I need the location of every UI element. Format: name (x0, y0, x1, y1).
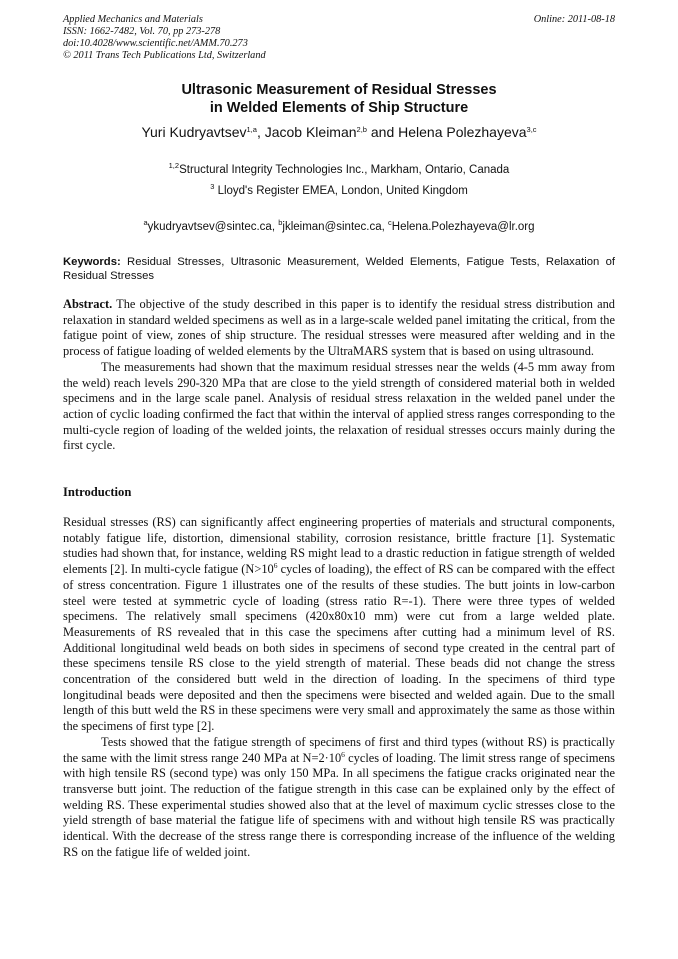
abstract-paragraph-2: The measurements had shown that the maximum residual stresses near the welds (4-5 mm away from the weld) reach levels 290-320 MPa that are close to the yield strength of considered material both in welded specimens and in the large scale panel. Analysis of residual stress relaxation in the welded panel under the action of cyclic loading confirmed the fact that within the interval of applied stress ranges corresponding to the multi-cycle region of loading of the welded joints, the relaxation of residual stresses occurs mainly during the first cycle. (63, 359, 615, 453)
abstract-text: The objective of the study described in this paper is to identify the residual stress distribution and relaxation in standard welded specimens as well as in a large-scale welded panel imitating the critical, from the fatigue point of view, zones of ship structure. The residual stresses were measured after welding and in the process of fatigue loading of welded elements by the UltraMARS system that is based on using ultrasound. (63, 297, 615, 359)
email-sup: c (388, 218, 392, 227)
paragraph-text: cycles of loading. The limit stress range of specimens with high tensile RS (second type) was only 150 MPa. In all specimens the fatigue cracks originated near the transverse butt joint. The reduction of the fatigue strength in this case can be explained only by the effect of welding RS. These experimental studies showed also that at the level of maximum cyclic stresses close to the yield strength of base material the fatigue life of specimens with and without high tensile RS was practically identical. With the decrease of the stress range there is corresponding increase of the influence of the welding RS on the fatigue life of welded joint. (63, 750, 615, 859)
paragraph-text: Tests showed that the fatigue strength of specimens of first and third types (without RS) is practically the same with the limit stress range 240 MPa at N=2·10 (63, 734, 615, 765)
author-sup: 1,a (246, 125, 257, 134)
affiliation-text: Lloyd's Register EMEA, London, United Kingdom (214, 185, 468, 197)
affiliation-sup: 1,2 (168, 161, 180, 170)
journal-name: Applied Mechanics and Materials (63, 14, 203, 25)
affiliation-2 (0, 184, 678, 199)
author-sup: 2,b (356, 125, 367, 134)
affiliation-sup: 3 (210, 182, 215, 191)
exponent: 6 (273, 561, 278, 571)
exponent: 6 (341, 749, 345, 759)
author-name: Yuri Kudryavtsev (141, 124, 247, 140)
email-address: ykudryavtsev@sintec.ca, (147, 221, 279, 233)
email-address: jkleiman@sintec.ca, (282, 221, 389, 233)
introduction-body (63, 515, 615, 860)
intro-paragraph-2 (63, 735, 615, 861)
keywords (63, 256, 615, 283)
journal-doi: doi:10.4028/www.scientific.net/AMM.70.273 (63, 38, 248, 49)
email-list (0, 220, 678, 235)
author-name: and Helena Polezhayeva (366, 124, 527, 140)
author-list (0, 123, 678, 141)
paragraph-text: Residual stresses (RS) can significantly affect engineering properties of materials and structural components, notably fatigue life, distortion, dimensional stability, corrosion resistance, brittle fracture [1]. Systematic studies had shown that, for instance, welding RS might lead to a drastic reduction in fatigue strength of welded elements [2]. In multi-cycle fatigue (N>10 (63, 515, 615, 577)
section-heading-introduction: Introduction (63, 485, 132, 499)
abstract-paragraph-1 (63, 297, 615, 360)
affiliation-1 (0, 163, 678, 178)
keywords-label: Keywords: (63, 256, 121, 268)
email-sup: b (278, 218, 283, 227)
journal-copyright: © 2011 Trans Tech Publications Ltd, Switzerland (63, 50, 266, 61)
keywords-text: Residual Stresses, Ultrasonic Measurement, Welded Elements, Fatigue Tests, Relaxation of Residual Stresses (63, 256, 615, 282)
journal-issn: ISSN: 1662-7482, Vol. 70, pp 273-278 (63, 26, 221, 37)
email-sup: a (143, 218, 148, 227)
abstract-label: Abstract. (63, 297, 113, 311)
affiliation-text: Structural Integrity Technologies Inc., Markham, Ontario, Canada (179, 164, 510, 176)
intro-paragraph-1 (63, 515, 615, 735)
author-name: , Jacob Kleiman (256, 124, 357, 140)
journal-header (63, 14, 615, 62)
paper-title-line-1: Ultrasonic Measurement of Residual Stresses (181, 82, 497, 98)
paper-title-line-2: in Welded Elements of Ship Structure (209, 100, 469, 116)
author-sup: 3,c (526, 125, 537, 134)
online-date: Online: 2011-08-18 (533, 14, 615, 25)
email-address: Helena.Polezhayeva@lr.org (391, 221, 535, 233)
paragraph-text: cycles of loading), the effect of RS can be compared with the effect of stress concentration. Figure 1 illustrates one of the results of these studies. The butt joints in low-carbon steel were tested at symmetric cycle of loading (stress ratio R=-1). There were three types of welded specimens. The relatively small specimens (420x80x10 mm) were cut from a large welded plate. Measurements of RS revealed that in this case the specimens after cutting had a minimum level of RS. Additional longitudinal weld beads on both sides in specimens of second type created in the central part of these specimens tensile RS close to the yield strength of material. These beads did not change the stress concentration of the considered butt weld in the direction of loading. In the specimens of third type longitudinal beads were deposited and then the specimens were bisected and welded again. Due to the small length of this butt weld the RS in these specimens were very small and approximately the same as those within the specimens of first type [2]. (63, 562, 615, 734)
abstract (63, 297, 615, 454)
